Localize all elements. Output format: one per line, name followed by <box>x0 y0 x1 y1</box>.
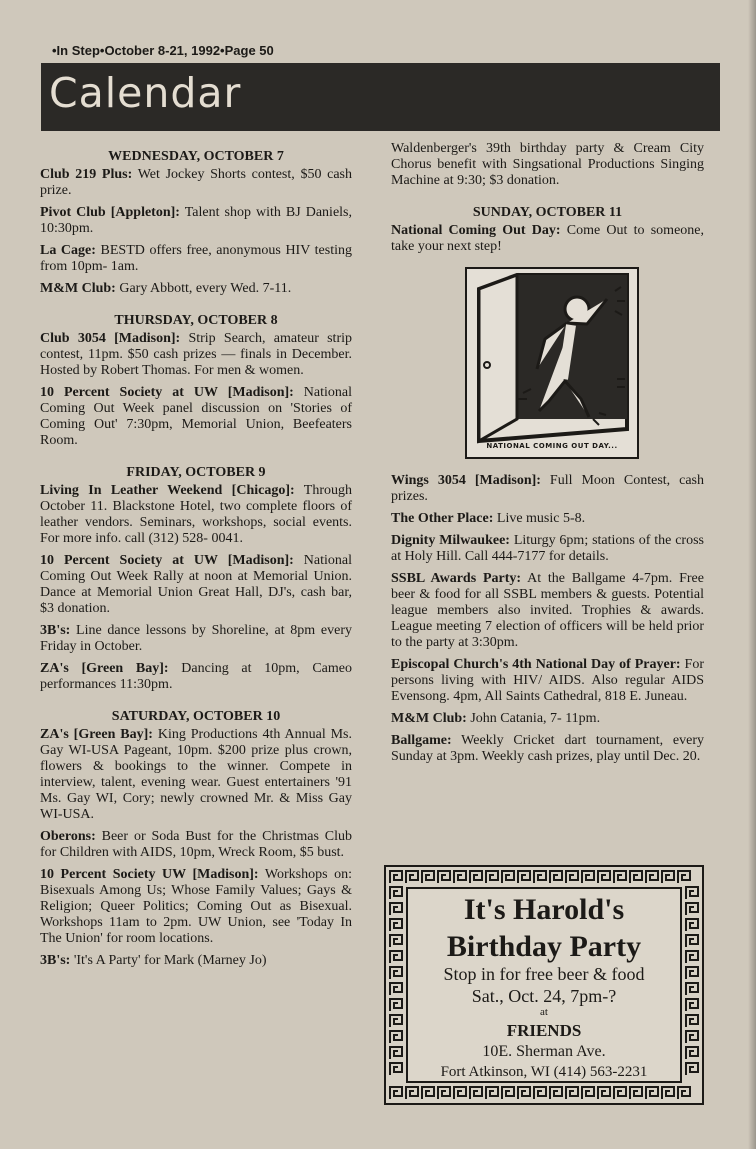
ad-city-phone: Fort Atkinson, WI (414) 563-2231 <box>440 1064 648 1080</box>
listing <box>40 243 352 275</box>
listing-venue: Club 219 Plus: <box>40 167 133 182</box>
ad-at: at <box>540 1006 548 1018</box>
listing <box>391 571 704 651</box>
listing-text: 'It's A Party' for Mark (Marney Jo) <box>70 953 267 968</box>
ad-address: 10E. Sherman Ave. <box>482 1043 606 1060</box>
illustration-caption: NATIONAL COMING OUT DAY... <box>486 442 618 450</box>
listing-venue: Wings 3054 [Madison]: <box>391 473 541 488</box>
listing <box>391 657 704 705</box>
listing <box>40 867 352 947</box>
listing <box>40 281 352 297</box>
listing-venue: Oberons: <box>40 829 96 844</box>
listing <box>391 733 704 765</box>
ad-offer: Stop in for free beer & food <box>443 964 645 984</box>
birthday-party-ad <box>384 865 704 1105</box>
listing-venue: Dignity Milwaukee: <box>391 533 510 548</box>
listing <box>391 533 704 565</box>
listing <box>40 553 352 617</box>
banner-title: Calendar <box>49 69 242 117</box>
listing <box>40 727 352 823</box>
listing-text: Strip Search, amateur strip contest, 11pm. $50 cash prizes — finals in December. Hosted by Robert Thomas. For men & women. <box>40 331 353 378</box>
ad-venue: FRIENDS <box>506 1021 582 1040</box>
ad-title-line-2: Birthday Party <box>446 930 642 963</box>
listing-venue: ZA's [Green Bay]: <box>40 661 169 676</box>
listing-text: Full Moon Contest, cash prizes. <box>391 473 705 504</box>
listing-venue: 10 Percent Society at UW [Madison]: <box>40 553 294 568</box>
listing-text: John Catania, 7- 11pm. <box>466 711 601 726</box>
listing-venue: Pivot Club [Appleton]: <box>40 205 180 220</box>
coming-out-illustration <box>465 267 639 459</box>
listing-text: Liturgy 6pm; stations of the cross at Holy Hill. Call 444-7177 for details. <box>391 533 704 564</box>
listing-venue: Ballgame: <box>391 733 452 748</box>
listing-text: Beer or Soda Bust for the Christmas Club for Children with AIDS, 10pm, Wreck Room, $5 bust. <box>40 829 352 860</box>
ad-content <box>406 887 682 1083</box>
calendar-banner <box>41 63 720 131</box>
listing <box>40 829 352 861</box>
listing-text: Wet Jockey Shorts contest, $50 cash prize. <box>40 167 352 198</box>
day-heading: WEDNESDAY, OCTOBER 7 <box>108 149 284 164</box>
listing-venue: 3B's: <box>40 953 71 968</box>
listing-text: National Coming Out Week Rally at noon at Memorial Union. Dance at Memorial Union Great Hall, DJ's, cash bar, $3 donation. <box>40 553 352 616</box>
listing <box>40 661 352 693</box>
listing-text: Weekly Cricket dart tournament, every Sunday at 3pm. Weekly cash prizes, play until Dec. 20. <box>391 733 704 764</box>
listing-continued: Waldenberger's 39th birthday party & Cream City Chorus benefit with Singsational Productions Singing Machine at 9:30; $3 donation. <box>391 141 704 188</box>
listing <box>391 711 704 727</box>
listing-venue: 10 Percent Society at UW [Madison]: <box>40 385 294 400</box>
listing-text: Dancing at 10pm, Cameo performances 11:30pm. <box>40 661 352 692</box>
listing <box>391 473 704 505</box>
listing-text: Live music 5-8. <box>493 511 586 526</box>
listing-text: National Coming Out Week panel discussion on 'Stories of Coming Out' 7:30pm, Memorial Union, Beefeaters Room. <box>40 385 352 448</box>
listing <box>40 623 352 655</box>
listing-venue: 10 Percent Society UW [Madison]: <box>40 867 259 882</box>
figure-door-icon <box>467 269 637 457</box>
listing-text: For persons living with HIV/ AIDS. Also regular AIDS Evensong. 4pm, All Saints Cathedral, 818 E. Juneau. <box>391 657 704 704</box>
listing-venue: 3B's: <box>40 623 71 638</box>
day-heading: SATURDAY, OCTOBER 10 <box>111 709 281 724</box>
listing-text: Talent shop with BJ Daniels, 10:30pm. <box>40 205 352 236</box>
listing-text: King Productions 4th Annual Ms. Gay WI-USA Pageant, 10pm. $200 prize plus crown, flowers & bookings to the winner. Compete in interview, talent, evening wear. Guest entertainers '91 Ms. Gay WI, Cory; newly crowned Mr. & Miss Gay WI-USA. <box>40 727 352 822</box>
listing-venue: SSBL Awards Party: <box>391 571 522 586</box>
listing-venue: Club 3054 [Madison]: <box>40 331 181 346</box>
running-head: •In Step•October 8-21, 1992•Page 50 <box>52 43 274 58</box>
listing-venue: The Other Place: <box>391 511 494 526</box>
listing <box>40 331 352 379</box>
page-fold-shadow <box>748 0 756 1149</box>
ad-date: Sat., Oct. 24, 7pm-? <box>471 986 617 1006</box>
day-heading: FRIDAY, OCTOBER 9 <box>126 465 266 480</box>
listing-text: BESTD offers free, anonymous HIV testing from 10pm- 1am. <box>40 243 352 274</box>
listing-venue: M&M Club: <box>391 711 467 726</box>
listing-venue: M&M Club: <box>40 281 116 296</box>
listing-text: Through October 11. Blackstone Hotel, two complete floors of leather vendors. Seminars, workshops, social events. For more info. call (312) 528- 0041. <box>40 483 352 546</box>
day-heading: SUNDAY, OCTOBER 11 <box>472 205 623 220</box>
listing <box>40 483 352 547</box>
listing-text: Workshops on: Bisexuals Among Us; Whose Family Values; Gays & Religion; Queer Politics; Coming Out as Bisexual. Workshops 11am to 2pm. UW Union, see 'Today In The Union' for room locations. <box>40 867 352 946</box>
listing-venue: Episcopal Church's 4th National Day of Prayer: <box>391 657 681 672</box>
ad-title-line-1: It's Harold's <box>463 893 625 926</box>
listing <box>40 205 352 237</box>
day-heading: THURSDAY, OCTOBER 8 <box>114 313 278 328</box>
right-column <box>391 141 704 771</box>
listing-venue: La Cage: <box>40 243 96 258</box>
listing-text: Line dance lessons by Shoreline, at 8pm every Friday in October. <box>40 623 352 654</box>
listing-venue: ZA's [Green Bay]: <box>40 727 153 742</box>
listing <box>40 953 352 969</box>
listing <box>40 385 352 449</box>
listing-venue: Living In Leather Weekend [Chicago]: <box>40 483 295 498</box>
listing <box>391 223 704 255</box>
listing-text: Gary Abbott, every Wed. 7-11. <box>115 281 292 296</box>
listing-venue: National Coming Out Day: <box>391 223 561 238</box>
listing <box>40 167 352 199</box>
left-column <box>40 149 352 975</box>
listing-text: At the Ballgame 4-7pm. Free beer & food for all SSBL members & guests. Potential league members also invited. Trophies & awards. League meeting 7 election of officers will be held prior to the party at 3:30pm. <box>391 571 704 650</box>
listing <box>391 511 704 527</box>
listing-text: Come Out to someone, take your next step! <box>391 223 704 254</box>
